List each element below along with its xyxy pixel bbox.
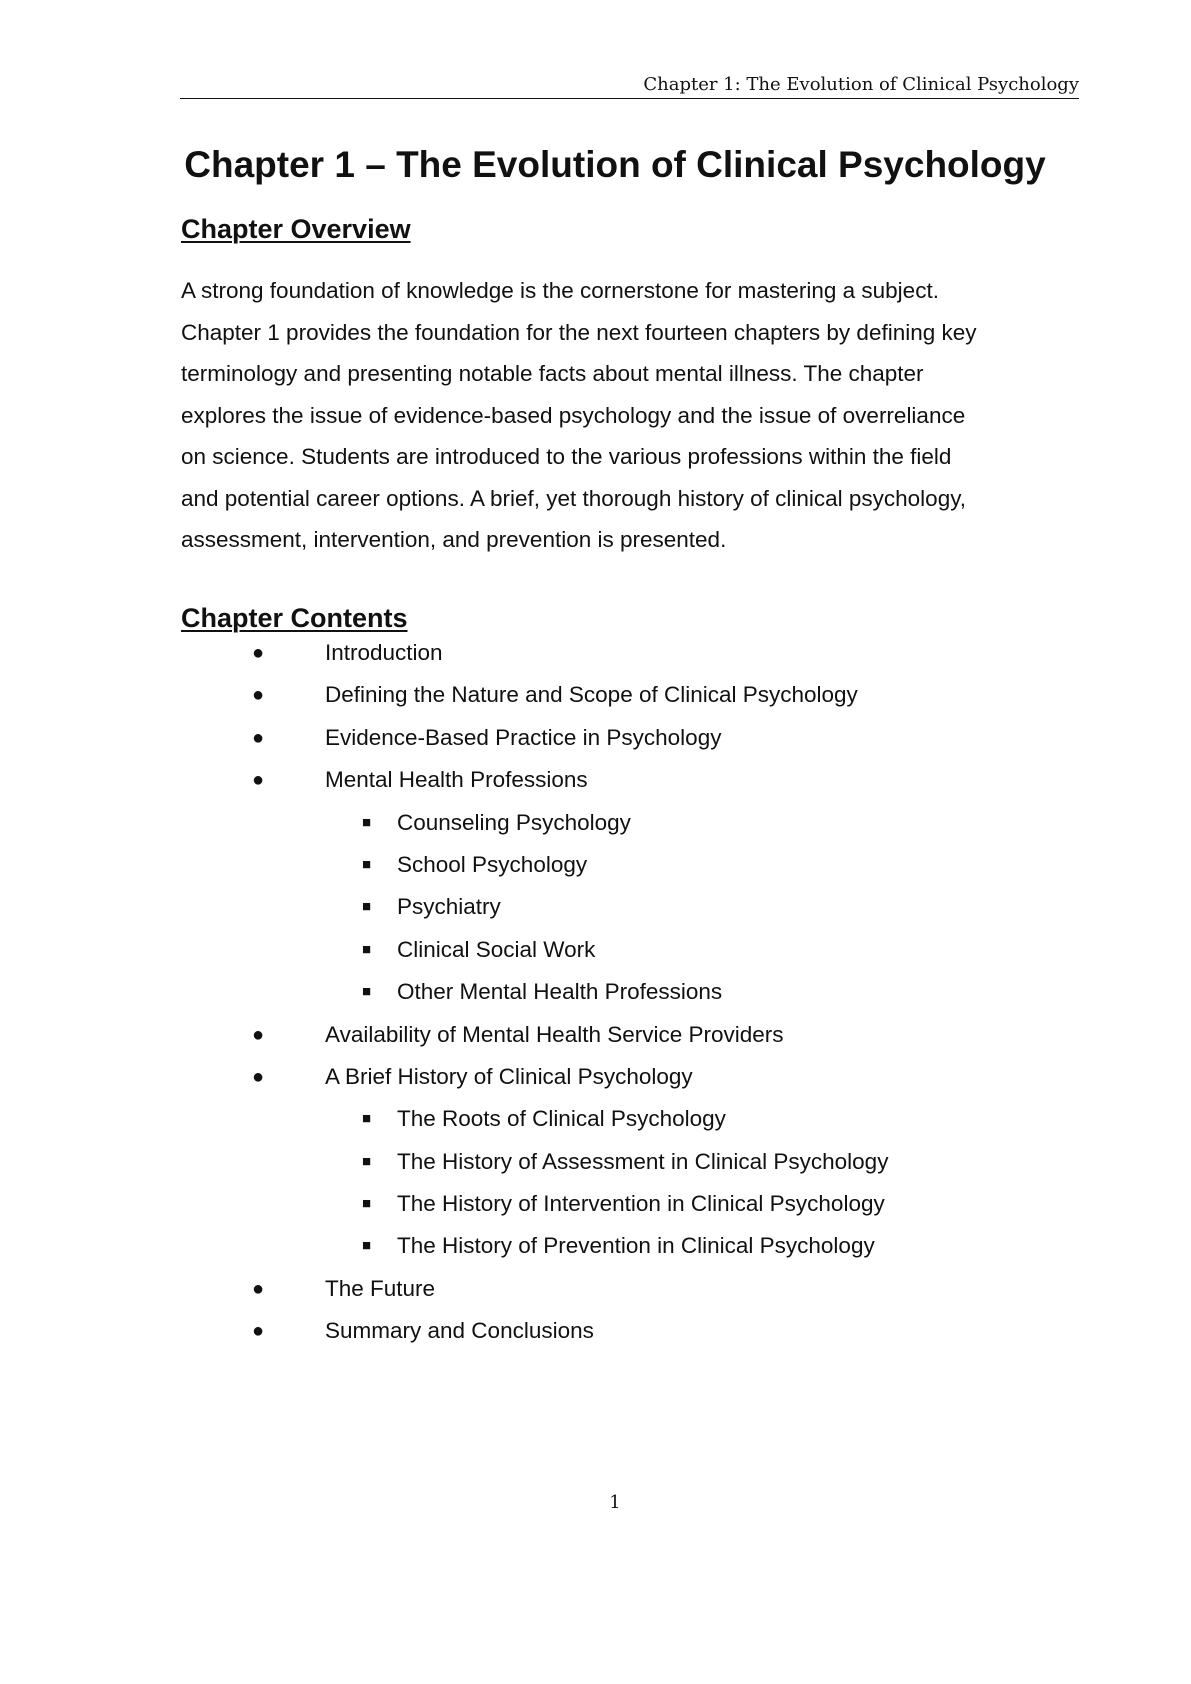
contents-subitem [0, 929, 1191, 971]
round-bullet-icon: ● [252, 684, 265, 707]
contents-item-label: Psychiatry [397, 894, 501, 920]
round-bullet-icon: ● [252, 1065, 265, 1088]
contents-subitem [0, 1225, 1191, 1267]
page-number: 1 [609, 1492, 621, 1513]
contents-item [0, 1056, 1191, 1098]
contents-item-label: Counseling Psychology [397, 809, 631, 835]
square-bullet-icon: ■ [362, 1110, 372, 1128]
contents-item [0, 674, 1191, 716]
contents-item-label: A Brief History of Clinical Psychology [325, 1063, 693, 1089]
contents-item [0, 1268, 1191, 1310]
contents-subitem [0, 802, 1191, 844]
contents-item-label: Availability of Mental Health Service Providers [325, 1021, 784, 1047]
contents-item [0, 632, 1191, 674]
contents-item-label: The History of Prevention in Clinical Psychology [397, 1233, 875, 1259]
overview-line: and potential career options. A brief, yet thorough history of clinical psychology, [181, 485, 967, 511]
square-bullet-icon: ■ [362, 983, 372, 1001]
overview-line: assessment, intervention, and prevention is presented. [181, 527, 727, 552]
round-bullet-icon: ● [252, 1320, 265, 1343]
contents-subitem [0, 886, 1191, 928]
contents-item [0, 717, 1191, 759]
round-bullet-icon: ● [252, 769, 265, 792]
overview-heading: Chapter Overview [181, 214, 411, 244]
overview-line: on science. Students are introduced to the various professions within the field [181, 444, 952, 469]
overview-line: A strong foundation of knowledge is the cornerstone for mastering a subject. [181, 278, 939, 303]
contents-list [0, 632, 1191, 1353]
contents-item-label: Evidence-Based Practice in Psychology [325, 724, 722, 750]
contents-subitem [0, 971, 1191, 1013]
contents-subitem [0, 1183, 1191, 1225]
contents-subitem [0, 1098, 1191, 1140]
contents-item-label: School Psychology [397, 851, 588, 877]
contents-item-label: Defining the Nature and Scope of Clinical Psychology [325, 682, 858, 708]
round-bullet-icon: ● [252, 1023, 265, 1046]
running-header [180, 72, 1079, 99]
contents-item-label: The History of Intervention in Clinical Psychology [397, 1191, 885, 1217]
chapter-title: Chapter 1 – The Evolution of Clinical Psychology [184, 144, 1046, 185]
round-bullet-icon: ● [252, 726, 265, 749]
contents-item-label: Mental Health Professions [325, 767, 588, 793]
overview-paragraph [181, 270, 1061, 561]
square-bullet-icon: ■ [362, 813, 372, 831]
contents-item-label: Other Mental Health Professions [397, 979, 723, 1005]
overview-line: Chapter 1 provides the foundation for the next fourteen chapters by defining key [181, 319, 977, 345]
contents-item-label: The Roots of Clinical Psychology [397, 1106, 726, 1132]
running-header-title: Chapter 1: The Evolution of Clinical Psychology [643, 74, 1079, 95]
contents-item-label: Clinical Social Work [397, 936, 596, 962]
contents-item-label: The Future [325, 1275, 436, 1301]
square-bullet-icon: ■ [362, 898, 372, 916]
contents-heading: Chapter Contents [181, 603, 408, 633]
contents-subitem [0, 844, 1191, 886]
contents-item-label: The History of Assessment in Clinical Psychology [397, 1148, 889, 1174]
square-bullet-icon: ■ [362, 1195, 372, 1213]
square-bullet-icon: ■ [362, 1152, 372, 1170]
square-bullet-icon: ■ [362, 1237, 372, 1255]
overview-line: terminology and presenting notable facts about mental illness. The chapter [181, 361, 924, 386]
overview-line: explores the issue of evidence-based psychology and the issue of overreliance [181, 402, 966, 428]
contents-item [0, 1310, 1191, 1352]
square-bullet-icon: ■ [362, 855, 372, 873]
square-bullet-icon: ■ [362, 940, 372, 958]
contents-item [0, 1014, 1191, 1056]
round-bullet-icon: ● [252, 642, 265, 664]
contents-item [0, 759, 1191, 801]
round-bullet-icon: ● [252, 1277, 265, 1300]
contents-subitem [0, 1141, 1191, 1183]
contents-item-label: Introduction [325, 640, 443, 665]
contents-item-label: Summary and Conclusions [325, 1318, 594, 1344]
